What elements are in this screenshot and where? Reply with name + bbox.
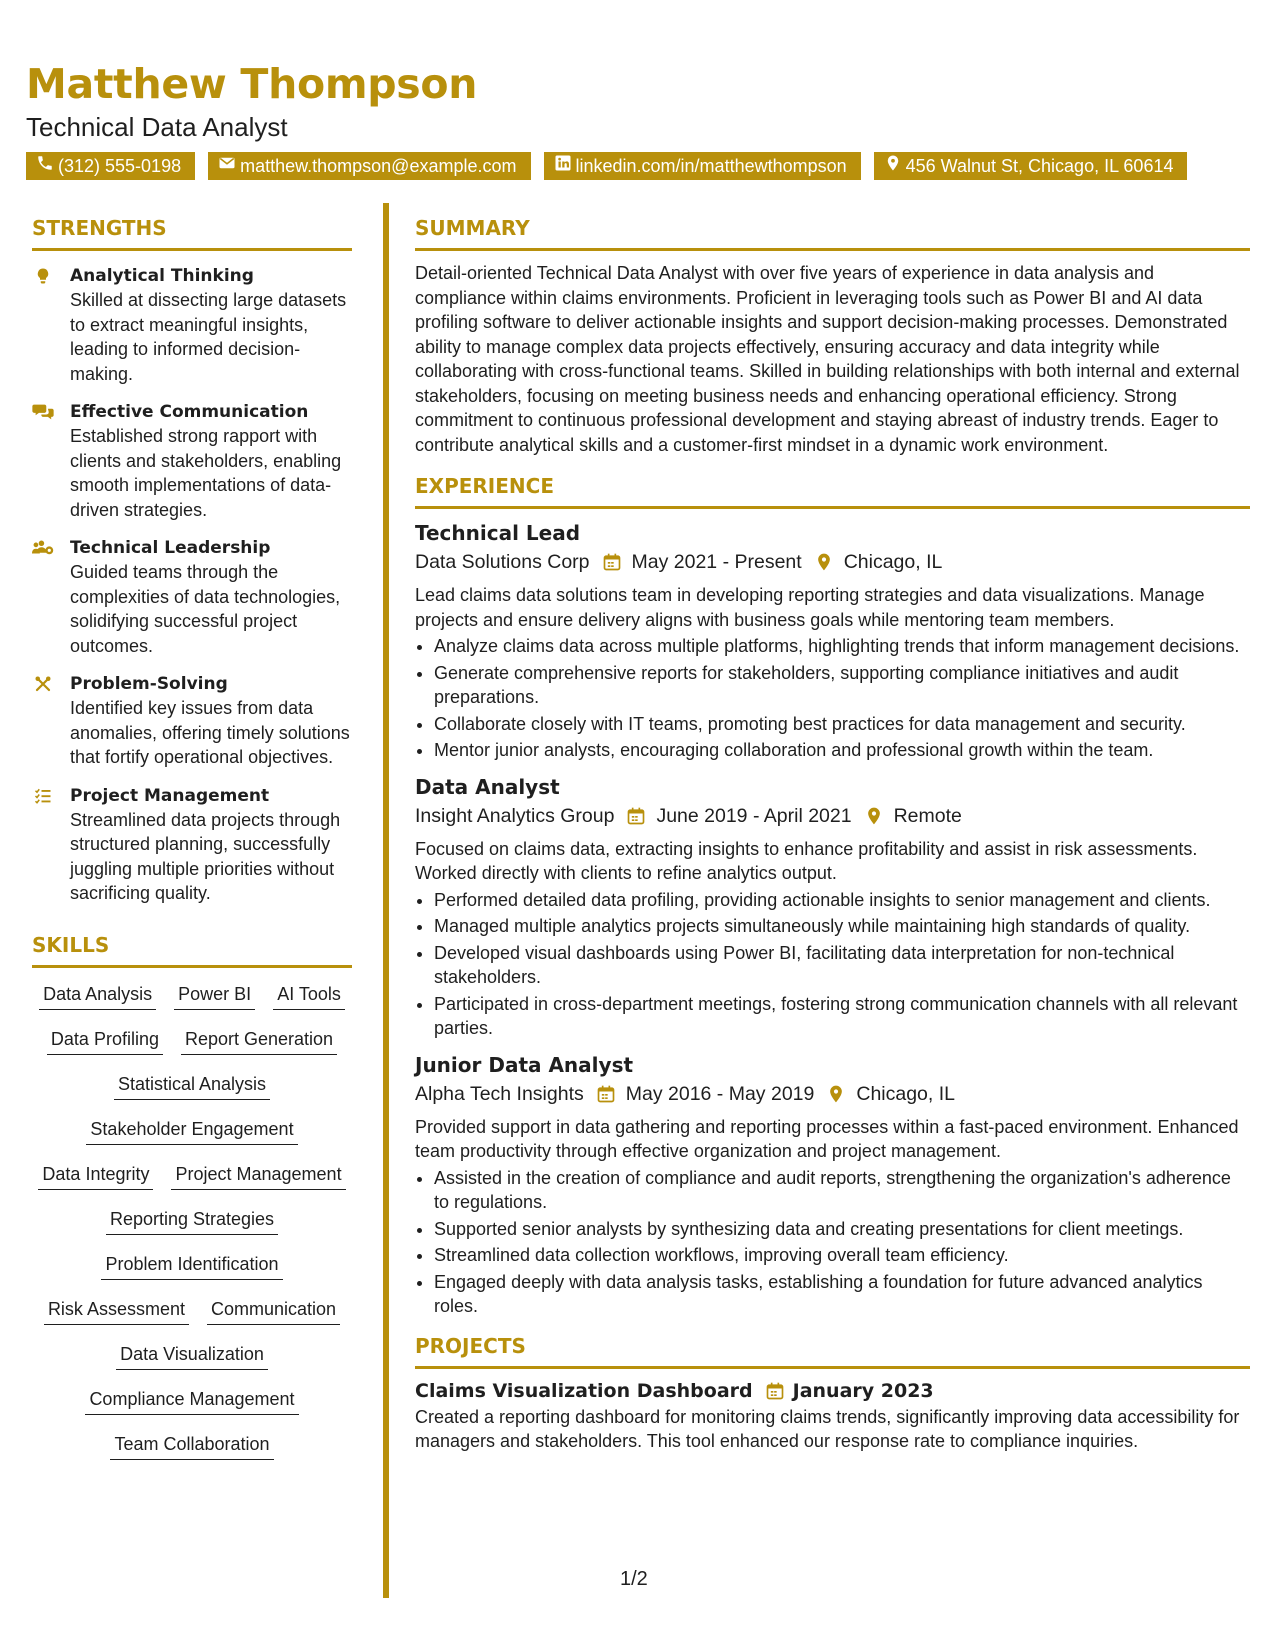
skill-tag: Stakeholder Engagement [86,1117,297,1145]
project-header [415,1377,1250,1405]
skill-tag: Reporting Strategies [106,1207,278,1235]
contact-phone-text: (312) 555-0198 [58,156,182,176]
project-description: Created a reporting dashboard for monitoring claims trends, significantly improving data accessibility for managers and stakeholders. This tool enhanced our response rate to compliance inquiries. [415,1406,1240,1451]
strength-desc: Guided teams through the complexities of data technologies, solidifying successful project outcomes. [70,562,341,656]
candidate-role: Technical Data Analyst [26,112,288,142]
project-title: Claims Visualization Dashboard [415,1379,753,1402]
skill-tag: Statistical Analysis [114,1072,270,1100]
skill-row [32,1252,352,1297]
skill-row [32,1342,352,1387]
job-meta [415,547,1250,577]
map-pin-icon [826,1084,846,1104]
strength-title: Analytical Thinking [70,266,254,286]
job-location: Chicago, IL [843,551,943,573]
job-bullet: • Mentor junior analysts, encouraging collaboration and professional growth within the team. [434,738,1250,763]
project-date: January 2023 [792,1379,934,1402]
job-bullet: • Participated in cross-department meetings, fostering strong communication channels with all relevant parties. [434,992,1250,1041]
job-location: Remote [893,804,962,827]
job-company: Data Solutions Corp [415,551,590,573]
contact-linkedin-text: linkedin.com/in/matthewthompson [575,156,847,176]
strength-item [32,784,352,906]
job-bullet: • Assisted in the creation of compliance and audit reports, strengthening the organization's adherence to regulations. [434,1166,1250,1215]
lightbulb-icon [32,264,70,386]
summary-text: Detail-oriented Technical Data Analyst with over five years of experience in data analysis and compliance within claims environments. Proficient in leveraging tools such as Power BI and AI data profiling software to deliver actionable insights and support decision-making processes. Demonstrated ability to manage complex data projects effectively, ensuring accuracy and data integrity while collaborating with cross-functional teams. Skilled in building relationships with both internal and external stakeholders, focusing on meeting business needs and enhancing operational efficiency. Strong commitment to continuous professional development and staying abreast of industry trends. Eager to contribute analytical skills and a customer-first mindset in a dynamic work environment. [415,263,1240,455]
job-bullet: • Streamlined data collection workflows, improving overall team efficiency. [434,1243,1250,1268]
calendar-icon [626,806,646,826]
skill-tag: Report Generation [181,1027,337,1055]
strength-item [32,536,352,658]
skill-row [32,1432,352,1477]
projects-heading: PROJECTS [415,1333,1250,1369]
skill-row [32,1207,352,1252]
job-entry [415,519,1250,763]
job-description: Provided support in data gathering and reporting processes within a fast-paced environment. Enhanced team productivity through effective organization and project management. [415,1116,1239,1161]
skill-row [32,1117,352,1162]
phone-icon [36,152,54,180]
skill-tag: Risk Assessment [44,1297,189,1325]
job-title: Technical Lead [415,521,581,545]
job-bullet: • Managed multiple analytics projects simultaneously while maintaining high standards of quality. [434,914,1250,939]
job-entry [415,1051,1250,1319]
job-dates: May 2016 - May 2019 [625,1082,815,1105]
contact-address[interactable] [874,152,1188,180]
job-dates: May 2021 - Present [631,551,802,573]
job-description: Lead claims data solutions team in developing reporting strategies and data visualizations. Manage projects and ensure delivery aligns with business goals while mentoring team members. [415,585,1205,630]
skill-row [32,1027,352,1072]
strength-desc: Skilled at dissecting large datasets to extract meaningful insights, leading to informed decision-making. [70,290,347,384]
job-company: Insight Analytics Group [415,804,615,827]
skill-row [32,1072,352,1117]
skill-tag: Project Management [171,1162,345,1190]
skill-row [32,1297,352,1342]
job-company: Alpha Tech Insights [415,1082,584,1105]
skills-heading: SKILLS [32,932,352,968]
job-bullets [415,1166,1250,1319]
job-bullet: • Performed detailed data profiling, providing actionable insights to senior management and clients. [434,888,1250,913]
skill-tag: Data Integrity [38,1162,153,1190]
page-number: 1/2 [620,1568,648,1590]
skill-row [32,1387,352,1432]
skill-row [32,982,352,1027]
strength-title: Effective Communication [70,402,309,422]
job-bullet: • Collaborate closely with IT teams, promoting best practices for data management and security. [434,712,1250,737]
experience-heading: EXPERIENCE [415,473,1250,509]
team-gear-icon [32,536,70,658]
contact-address-text: 456 Walnut St, Chicago, IL 60614 [905,156,1174,176]
checklist-icon [32,784,70,906]
calendar-icon [602,552,622,572]
left-column [32,215,352,1477]
job-bullet: • Generate comprehensive reports for stakeholders, supporting compliance initiatives and audit preparations. [434,661,1250,710]
strength-item [32,672,352,770]
strength-desc: Established strong rapport with clients and stakeholders, enabling smooth implementations of data-driven strategies. [70,426,342,520]
job-bullet: • Analyze claims data across multiple platforms, highlighting trends that inform management decisions. [434,634,1250,659]
skill-tag: Data Analysis [39,982,156,1010]
skill-tag: Compliance Management [85,1387,298,1415]
job-bullet: • Supported senior analysts by synthesizing data and creating presentations for client meetings. [434,1217,1250,1242]
strength-title: Project Management [70,785,270,806]
job-meta [415,801,1250,831]
strength-title: Problem-Solving [70,674,228,694]
map-pin-icon [884,152,902,180]
envelope-icon [218,152,236,180]
contact-bar [26,152,1250,180]
right-column [415,215,1250,1454]
skills-list [32,982,352,1477]
project-entry [415,1377,1250,1454]
job-description: Focused on claims data, extracting insights to enhance profitability and assist in risk assessments. Worked directly with clients to refine analytics output. [415,838,1198,883]
strength-item [32,400,352,522]
strengths-heading: STRENGTHS [32,215,352,251]
contact-phone[interactable] [26,152,195,180]
skill-tag: Problem Identification [101,1252,282,1280]
strength-title: Technical Leadership [70,538,271,558]
strength-desc: Streamlined data projects through structured planning, successfully juggling multiple priorities without sacrificing quality. [70,809,341,903]
map-pin-icon [814,552,834,572]
contact-email[interactable] [208,152,530,180]
skill-tag: Communication [207,1297,340,1325]
strength-desc: Identified key issues from data anomalies, offering timely solutions that fortify operational objectives. [70,698,350,767]
summary-heading: SUMMARY [415,215,1250,251]
job-bullets [415,634,1250,763]
job-meta [415,1079,1250,1109]
skill-tag: Data Profiling [47,1027,163,1055]
job-title: Junior Data Analyst [415,1052,634,1077]
calendar-icon [596,1084,616,1104]
job-location: Chicago, IL [856,1082,956,1105]
strength-item [32,264,352,386]
linkedin-icon [554,152,572,180]
skill-tag: Power BI [174,982,255,1010]
skill-tag: Data Visualization [116,1342,268,1370]
chat-bubbles-icon [32,400,70,522]
tools-icon [32,672,70,770]
skill-tag: Team Collaboration [110,1432,273,1460]
job-bullets [415,888,1250,1041]
map-pin-icon [864,806,884,826]
contact-email-text: matthew.thompson@example.com [240,156,517,176]
calendar-icon [765,1381,785,1401]
column-divider [383,203,389,1598]
job-bullet: • Developed visual dashboards using Power BI, facilitating data interpretation for non-technical stakeholders. [434,941,1250,990]
contact-linkedin[interactable] [544,152,861,180]
job-entry [415,773,1250,1041]
job-title: Data Analyst [415,774,560,799]
job-dates: June 2019 - April 2021 [656,804,852,827]
job-bullet: • Engaged deeply with data analysis tasks, establishing a foundation for future advanced analytics roles. [434,1270,1250,1319]
candidate-name: Matthew Thompson [26,60,478,108]
skill-row [32,1162,352,1207]
skill-tag: AI Tools [273,982,345,1010]
